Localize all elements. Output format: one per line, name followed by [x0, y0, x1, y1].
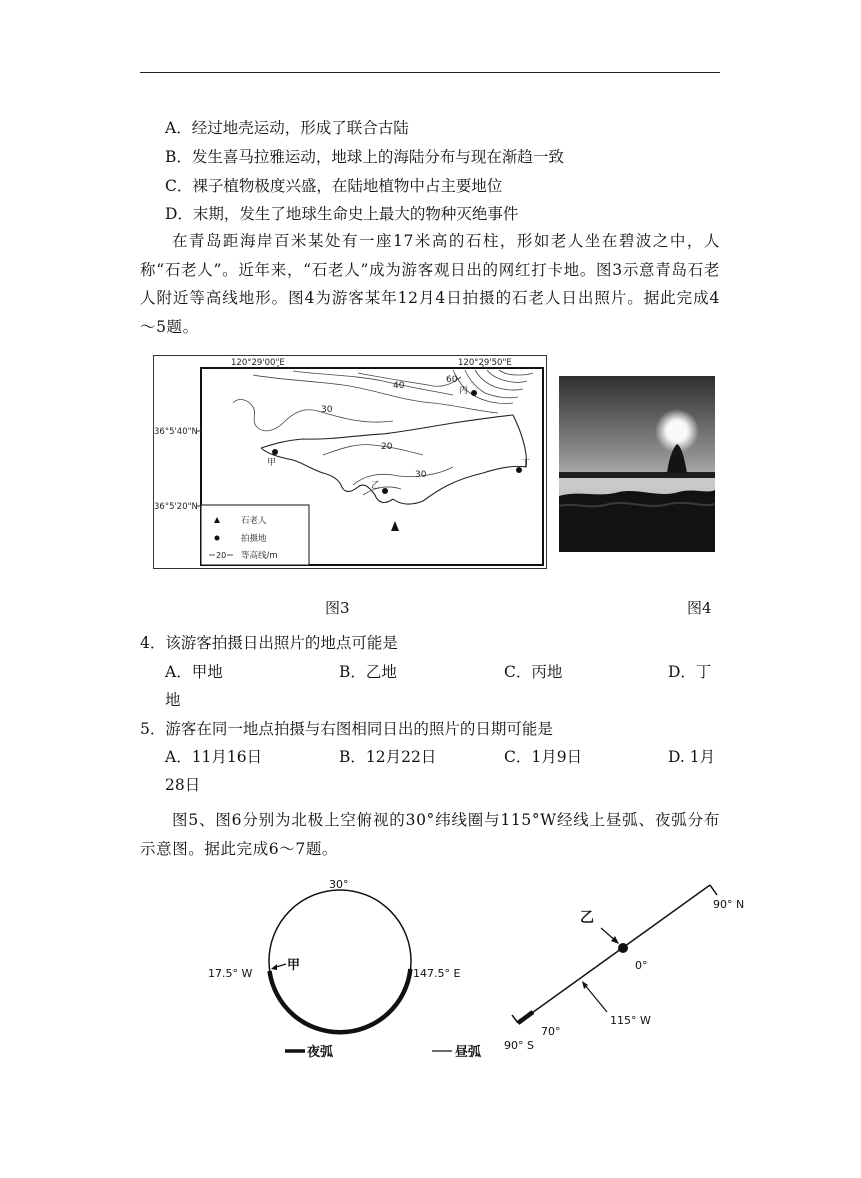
legend-shoot-icon	[215, 536, 220, 541]
meridian-line	[518, 885, 710, 1023]
contour-label-30b: 30	[415, 470, 427, 480]
legend-night-label: 夜弧	[307, 1045, 334, 1060]
foreground-rocks	[559, 490, 715, 552]
night-segment	[518, 1012, 533, 1023]
legend-day-label: 昼弧	[455, 1045, 482, 1060]
q4-option-d-wrap: 地	[165, 691, 181, 709]
label-equator-0: 0°	[635, 959, 648, 972]
q4-option-a: A．甲地	[165, 663, 223, 681]
point-yi-dot	[618, 943, 628, 953]
point-jia-label: 甲	[267, 458, 277, 468]
q5-stem: 5．游客在同一地点拍摄与右图相同日出的照片的日期可能是	[140, 720, 553, 738]
contour-label-20: 20	[381, 442, 393, 452]
legend-shoot-label: 拍摄地	[241, 534, 267, 544]
map-legend	[201, 505, 309, 565]
latitude-label-north: 36°5'40"N	[154, 427, 198, 437]
q3-option-d: D．末期，发生了地球生命史上最大的物种灭绝事件	[165, 205, 519, 223]
point-jia-label-fig5: 甲	[287, 958, 301, 973]
sun-icon	[667, 421, 687, 441]
figure-5-latitude-circle	[195, 875, 485, 1070]
label-90s: 90° S	[504, 1039, 534, 1052]
figure-3-contour-map	[153, 355, 547, 569]
q4-option-b: B．乙地	[339, 663, 397, 681]
latitude-label-south: 36°5'20"N	[154, 502, 198, 512]
arrow-to-jia-icon	[271, 964, 277, 970]
q4-option-c: C．丙地	[504, 663, 563, 681]
label-top-30: 30°	[329, 878, 349, 891]
point-yi-label-fig6: 乙	[580, 910, 594, 926]
passage-shilaoren: 在青岛距海岸百米某处有一座17米高的石柱，形如老人坐在碧波之中，人称“石老人”。近年来，“石老人”成为游客观日出的网红打卡地。图3示意青岛石老人附近等高线地形。图4为游客某年12月4日拍摄的石老人日出照片。据此完成4～5题。	[140, 232, 720, 336]
contour-label-40: 40	[393, 381, 405, 391]
passage-day-night-arcs: 图5、图6分别为北极上空俯视的30°纬线圈与115°W经线上昼弧、夜弧分布示意图。据此完成6～7题。	[140, 811, 720, 858]
point-bing-marker	[471, 390, 477, 396]
longitude-label-west: 120°29'00"E	[231, 358, 285, 368]
header-rule	[140, 72, 720, 73]
q3-option-a: A．经过地壳运动，形成了联合古陆	[165, 119, 409, 137]
legend-contour-sample: 20	[216, 551, 227, 560]
figure-6-meridian-arc	[498, 878, 763, 1063]
label-115w: 115° W	[610, 1014, 651, 1027]
longitude-label-east: 120°29'50"E	[458, 358, 512, 368]
label-90n: 90° N	[713, 898, 745, 911]
point-yi-marker	[382, 488, 388, 494]
q5-option-d: D. 1月	[668, 748, 716, 766]
label-17-5w: 17.5° W	[208, 967, 253, 980]
q5-option-d-wrap: 28日	[165, 776, 201, 794]
figure-4-caption: 图4	[687, 599, 712, 617]
point-yi-label: 乙	[371, 481, 381, 491]
q5-option-a: A．11月16日	[165, 748, 263, 766]
label-147-5e: 147.5° E	[413, 967, 461, 980]
contour-label-30a: 30	[321, 405, 333, 415]
q5-option-b: B．12月22日	[339, 748, 437, 766]
figure-3-caption: 图3	[325, 599, 350, 617]
q5-option-c: C．1月9日	[504, 748, 583, 766]
point-jia-marker	[272, 449, 278, 455]
night-arc	[270, 969, 411, 1032]
q3-option-c: C．裸子植物极度兴盛，在陆地植物中占主要地位	[165, 177, 503, 195]
legend-rock-label: 石老人	[241, 516, 267, 526]
q4-stem: 4．该游客拍摄日出照片的地点可能是	[140, 634, 398, 652]
point-bing-label: 丙	[459, 386, 469, 396]
point-ding-label: 丁	[521, 459, 531, 469]
label-70: 70°	[541, 1025, 561, 1038]
q3-option-b: B．发生喜马拉雅运动，地球上的海陆分布与现在渐趋一致	[165, 148, 564, 166]
contour-label-60: 60	[446, 375, 458, 385]
q4-option-d: D．丁	[668, 663, 712, 681]
legend-contour-label: 等高线/m	[241, 551, 278, 561]
figure-4-sunrise-photo	[559, 376, 715, 552]
